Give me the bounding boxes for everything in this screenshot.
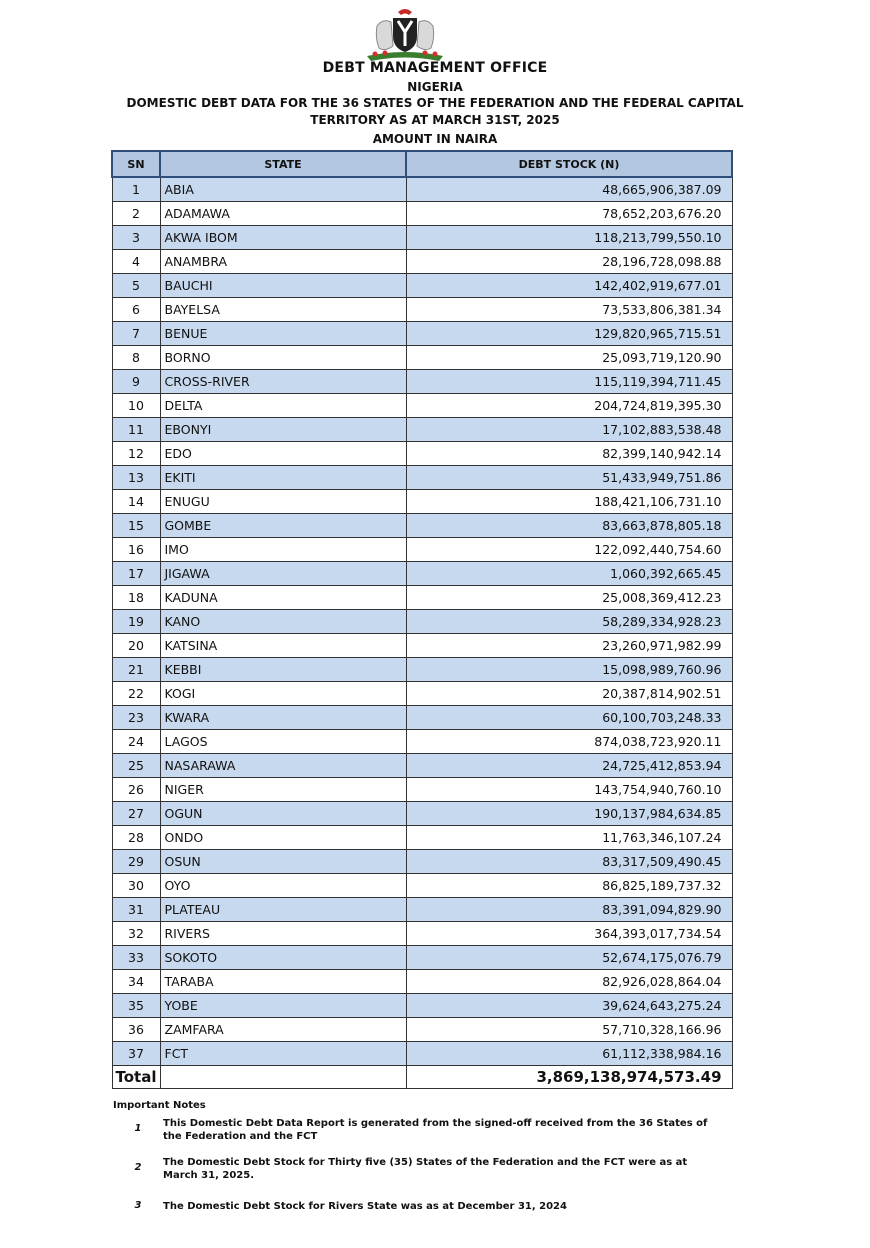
total-label: Total bbox=[112, 1066, 160, 1089]
cell-debt: 23,260,971,982.99 bbox=[406, 634, 732, 658]
cell-sn: 21 bbox=[112, 658, 160, 682]
country-title: NIGERIA bbox=[407, 80, 463, 94]
cell-state: JIGAWA bbox=[160, 562, 406, 586]
cell-debt: 78,652,203,676.20 bbox=[406, 202, 732, 226]
cell-sn: 25 bbox=[112, 754, 160, 778]
cell-state: EDO bbox=[160, 442, 406, 466]
report-title-line2: TERRITORY AS AT MARCH 31ST, 2025 bbox=[310, 113, 560, 127]
cell-state: BAYELSA bbox=[160, 298, 406, 322]
cell-state: KWARA bbox=[160, 706, 406, 730]
table-row bbox=[112, 682, 732, 706]
cell-state: NASARAWA bbox=[160, 754, 406, 778]
cell-sn: 13 bbox=[112, 466, 160, 490]
table-row bbox=[112, 994, 732, 1018]
notes-title: Important Notes bbox=[113, 1100, 206, 1111]
total-value: 3,869,138,974,573.49 bbox=[406, 1066, 732, 1089]
cell-debt: 82,926,028,864.04 bbox=[406, 970, 732, 994]
cell-sn: 15 bbox=[112, 514, 160, 538]
cell-debt: 15,098,989,760.96 bbox=[406, 658, 732, 682]
cell-sn: 5 bbox=[112, 274, 160, 298]
cell-sn: 19 bbox=[112, 610, 160, 634]
cell-state: AKWA IBOM bbox=[160, 226, 406, 250]
cell-debt: 1,060,392,665.45 bbox=[406, 562, 732, 586]
cell-debt: 51,433,949,751.86 bbox=[406, 466, 732, 490]
cell-state: OGUN bbox=[160, 802, 406, 826]
table-row bbox=[112, 730, 732, 754]
cell-state: KEBBI bbox=[160, 658, 406, 682]
cell-state: KADUNA bbox=[160, 586, 406, 610]
cell-debt: 82,399,140,942.14 bbox=[406, 442, 732, 466]
cell-sn: 24 bbox=[112, 730, 160, 754]
cell-debt: 52,674,175,076.79 bbox=[406, 946, 732, 970]
note-text: This Domestic Debt Data Report is generated from the signed-off received from the 36 States of the Federation and the FCT bbox=[163, 1118, 708, 1142]
cell-sn: 11 bbox=[112, 418, 160, 442]
table-row bbox=[112, 250, 732, 274]
cell-state: OYO bbox=[160, 874, 406, 898]
report-title-line1: DOMESTIC DEBT DATA FOR THE 36 STATES OF THE FEDERATION AND THE FEDERAL CAPITAL bbox=[126, 96, 744, 110]
total-empty-cell bbox=[160, 1066, 406, 1089]
cell-state: ADAMAWA bbox=[160, 202, 406, 226]
cell-sn: 2 bbox=[112, 202, 160, 226]
table-row bbox=[112, 874, 732, 898]
table-row bbox=[112, 802, 732, 826]
table-row bbox=[112, 370, 732, 394]
cell-sn: 31 bbox=[112, 898, 160, 922]
cell-sn: 36 bbox=[112, 1018, 160, 1042]
cell-debt: 25,008,369,412.23 bbox=[406, 586, 732, 610]
table-row bbox=[112, 490, 732, 514]
cell-debt: 122,092,440,754.60 bbox=[406, 538, 732, 562]
cell-debt: 190,137,984,634.85 bbox=[406, 802, 732, 826]
note-text: The Domestic Debt Stock for Thirty five (35) States of the Federation and the FCT were as at March 31, 2025. bbox=[163, 1157, 688, 1181]
cell-debt: 39,624,643,275.24 bbox=[406, 994, 732, 1018]
note-number: 2 bbox=[134, 1162, 142, 1173]
cell-sn: 14 bbox=[112, 490, 160, 514]
cell-debt: 48,665,906,387.09 bbox=[406, 177, 732, 202]
table-row bbox=[112, 298, 732, 322]
cell-state: KATSINA bbox=[160, 634, 406, 658]
table-row bbox=[112, 322, 732, 346]
cell-sn: 35 bbox=[112, 994, 160, 1018]
table-row bbox=[112, 466, 732, 490]
cell-state: ENUGU bbox=[160, 490, 406, 514]
cell-state: LAGOS bbox=[160, 730, 406, 754]
cell-state: GOMBE bbox=[160, 514, 406, 538]
cell-state: CROSS-RIVER bbox=[160, 370, 406, 394]
table-row bbox=[112, 274, 732, 298]
cell-debt: 83,663,878,805.18 bbox=[406, 514, 732, 538]
cell-debt: 60,100,703,248.33 bbox=[406, 706, 732, 730]
cell-sn: 37 bbox=[112, 1042, 160, 1066]
cell-state: IMO bbox=[160, 538, 406, 562]
cell-debt: 57,710,328,166.96 bbox=[406, 1018, 732, 1042]
table-row bbox=[112, 177, 732, 202]
table-row bbox=[112, 346, 732, 370]
table-row bbox=[112, 850, 732, 874]
cell-debt: 188,421,106,731.10 bbox=[406, 490, 732, 514]
cell-state: BORNO bbox=[160, 346, 406, 370]
cell-state: NIGER bbox=[160, 778, 406, 802]
cell-debt: 28,196,728,098.88 bbox=[406, 250, 732, 274]
cell-state: EBONYI bbox=[160, 418, 406, 442]
cell-debt: 143,754,940,760.10 bbox=[406, 778, 732, 802]
cell-state: ZAMFARA bbox=[160, 1018, 406, 1042]
cell-debt: 73,533,806,381.34 bbox=[406, 298, 732, 322]
cell-sn: 32 bbox=[112, 922, 160, 946]
cell-sn: 17 bbox=[112, 562, 160, 586]
cell-state: PLATEAU bbox=[160, 898, 406, 922]
table-row bbox=[112, 538, 732, 562]
table-row bbox=[112, 946, 732, 970]
cell-state: KANO bbox=[160, 610, 406, 634]
cell-state: ANAMBRA bbox=[160, 250, 406, 274]
table-row bbox=[112, 1018, 732, 1042]
cell-debt: 115,119,394,711.45 bbox=[406, 370, 732, 394]
cell-state: OSUN bbox=[160, 850, 406, 874]
cell-sn: 7 bbox=[112, 322, 160, 346]
cell-sn: 34 bbox=[112, 970, 160, 994]
coat-of-arms-icon bbox=[355, 6, 455, 62]
cell-debt: 25,093,719,120.90 bbox=[406, 346, 732, 370]
table-row bbox=[112, 778, 732, 802]
cell-sn: 22 bbox=[112, 682, 160, 706]
table-row bbox=[112, 202, 732, 226]
cell-sn: 3 bbox=[112, 226, 160, 250]
cell-state: KOGI bbox=[160, 682, 406, 706]
cell-state: TARABA bbox=[160, 970, 406, 994]
cell-sn: 4 bbox=[112, 250, 160, 274]
cell-sn: 8 bbox=[112, 346, 160, 370]
cell-sn: 23 bbox=[112, 706, 160, 730]
cell-sn: 10 bbox=[112, 394, 160, 418]
column-header-sn: SN bbox=[112, 151, 160, 177]
cell-debt: 129,820,965,715.51 bbox=[406, 322, 732, 346]
column-header-debt: DEBT STOCK (N) bbox=[406, 151, 732, 177]
cell-state: FCT bbox=[160, 1042, 406, 1066]
cell-debt: 86,825,189,737.32 bbox=[406, 874, 732, 898]
cell-sn: 33 bbox=[112, 946, 160, 970]
note-number: 1 bbox=[134, 1123, 142, 1134]
cell-debt: 874,038,723,920.11 bbox=[406, 730, 732, 754]
cell-sn: 18 bbox=[112, 586, 160, 610]
cell-state: YOBE bbox=[160, 994, 406, 1018]
total-row bbox=[112, 1066, 732, 1089]
cell-debt: 142,402,919,677.01 bbox=[406, 274, 732, 298]
cell-debt: 364,393,017,734.54 bbox=[406, 922, 732, 946]
table-row bbox=[112, 562, 732, 586]
cell-sn: 29 bbox=[112, 850, 160, 874]
cell-state: DELTA bbox=[160, 394, 406, 418]
office-title: DEBT MANAGEMENT OFFICE bbox=[322, 60, 548, 76]
cell-debt: 11,763,346,107.24 bbox=[406, 826, 732, 850]
amount-note: AMOUNT IN NAIRA bbox=[372, 132, 498, 146]
table-row bbox=[112, 658, 732, 682]
cell-state: RIVERS bbox=[160, 922, 406, 946]
column-header-state: STATE bbox=[160, 151, 406, 177]
table-row bbox=[112, 970, 732, 994]
cell-sn: 20 bbox=[112, 634, 160, 658]
table-row bbox=[112, 610, 732, 634]
table-row bbox=[112, 226, 732, 250]
cell-state: BAUCHI bbox=[160, 274, 406, 298]
cell-debt: 61,112,338,984.16 bbox=[406, 1042, 732, 1066]
table-row bbox=[112, 706, 732, 730]
cell-state: EKITI bbox=[160, 466, 406, 490]
cell-sn: 6 bbox=[112, 298, 160, 322]
cell-debt: 17,102,883,538.48 bbox=[406, 418, 732, 442]
cell-state: BENUE bbox=[160, 322, 406, 346]
cell-sn: 16 bbox=[112, 538, 160, 562]
table-row bbox=[112, 898, 732, 922]
table-row bbox=[112, 418, 732, 442]
table-row bbox=[112, 586, 732, 610]
cell-sn: 27 bbox=[112, 802, 160, 826]
cell-debt: 20,387,814,902.51 bbox=[406, 682, 732, 706]
note-text: The Domestic Debt Stock for Rivers State was as at December 31, 2024 bbox=[163, 1201, 567, 1212]
cell-debt: 24,725,412,853.94 bbox=[406, 754, 732, 778]
cell-state: ABIA bbox=[160, 177, 406, 202]
table-header-row bbox=[112, 151, 732, 177]
table-row bbox=[112, 826, 732, 850]
cell-sn: 12 bbox=[112, 442, 160, 466]
cell-sn: 1 bbox=[112, 177, 160, 202]
debt-table bbox=[111, 150, 733, 1089]
cell-sn: 30 bbox=[112, 874, 160, 898]
table-row bbox=[112, 634, 732, 658]
table-row bbox=[112, 514, 732, 538]
cell-sn: 26 bbox=[112, 778, 160, 802]
cell-debt: 58,289,334,928.23 bbox=[406, 610, 732, 634]
note-number: 3 bbox=[134, 1200, 142, 1211]
table-row bbox=[112, 442, 732, 466]
table-row bbox=[112, 1042, 732, 1066]
cell-debt: 118,213,799,550.10 bbox=[406, 226, 732, 250]
cell-debt: 83,317,509,490.45 bbox=[406, 850, 732, 874]
table-row bbox=[112, 394, 732, 418]
cell-state: ONDO bbox=[160, 826, 406, 850]
cell-sn: 28 bbox=[112, 826, 160, 850]
table-row bbox=[112, 922, 732, 946]
cell-debt: 83,391,094,829.90 bbox=[406, 898, 732, 922]
cell-debt: 204,724,819,395.30 bbox=[406, 394, 732, 418]
table-row bbox=[112, 754, 732, 778]
cell-sn: 9 bbox=[112, 370, 160, 394]
cell-state: SOKOTO bbox=[160, 946, 406, 970]
